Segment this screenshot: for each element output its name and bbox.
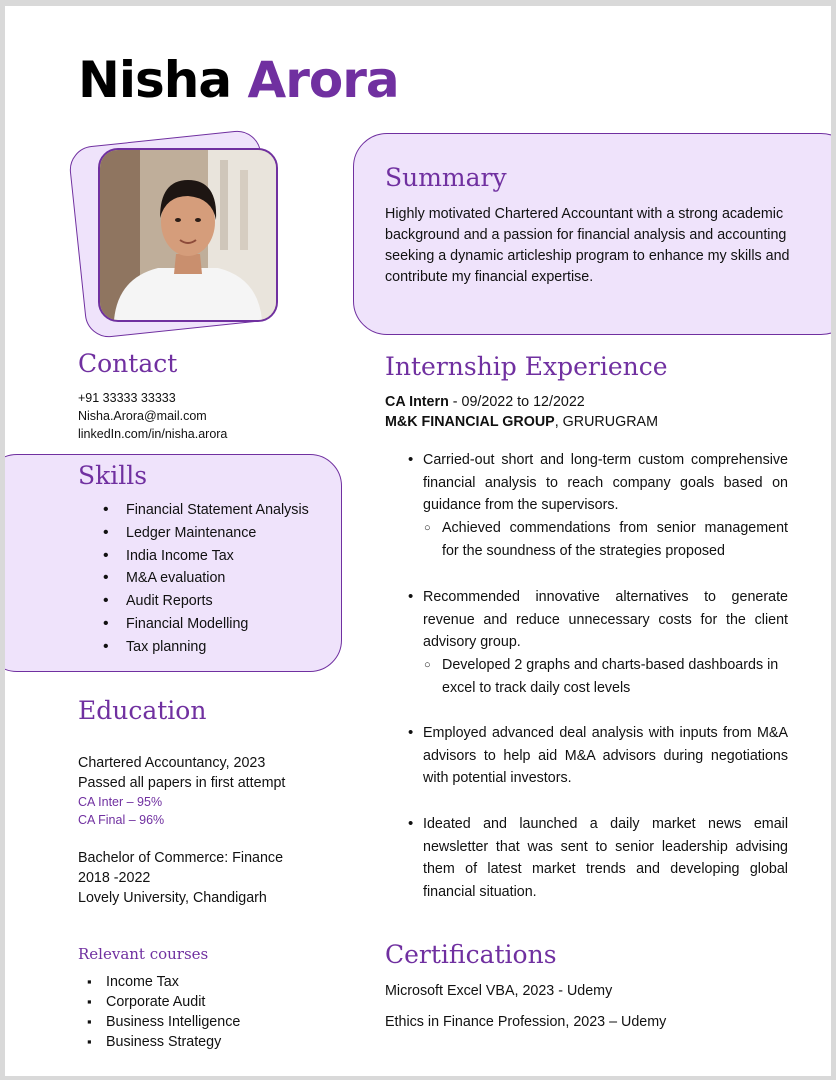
skill-item: • Audit Reports [103, 590, 309, 613]
experience-bullet: Ideated and launched a daily market news email newsletter that was sent to senior leadership advising them of latest market trends and developing global financial situation. [423, 816, 788, 901]
internship-heading: Internship Experience [385, 352, 668, 381]
contact-linkedin: linkedIn.com/in/nisha.arora [78, 427, 228, 441]
bcom-major: Finance [232, 850, 284, 866]
experience-sub-bullet: Achieved commendations from senior management for the soundness of the strategies proposed [442, 520, 788, 559]
skill-item: • Financial Modelling [103, 613, 309, 636]
skill-item: • Ledger Maintenance [103, 522, 309, 545]
resume-page [5, 6, 831, 1076]
skills-heading: Skills [78, 461, 148, 490]
candidate-name [78, 50, 399, 110]
university-line [78, 889, 267, 908]
course-item: ▪ Business Intelligence [87, 1012, 240, 1032]
profile-photo [98, 148, 278, 322]
intern-company: M&K FINANCIAL GROUP [385, 414, 555, 430]
experience-bullet: Carried-out short and long-term custom comprehensive financial analysis to reach company goals based on guidance from the supervisors. [423, 452, 788, 514]
ca-final-score: CA Final – 96% [78, 813, 165, 827]
ca-note: Passed all papers in first attempt [78, 775, 286, 791]
skill-item: • M&A evaluation [103, 567, 309, 590]
intern-role-line [385, 393, 585, 412]
courses-list [87, 972, 240, 1052]
intern-role: CA Intern [385, 394, 449, 410]
bcom-years: 2018 -2022 [78, 870, 151, 886]
intern-dates: - 09/2022 to 12/2022 [448, 394, 585, 410]
courses-heading: Relevant courses [78, 945, 209, 963]
bullet-dot: • [408, 451, 414, 468]
course-item: ▪ Corporate Audit [87, 992, 240, 1012]
ca-year: , 2023 [225, 755, 266, 771]
sub-bullet-circle: ○ [424, 522, 431, 534]
bullet-dot: • [408, 815, 414, 832]
ca-inter-score: CA Inter – 95% [78, 795, 163, 809]
contact-phone: +91 33333 33333 [78, 391, 176, 405]
contact-heading: Contact [78, 349, 178, 378]
bullet-dot: • [408, 588, 414, 605]
university-name: Lovely University [78, 890, 185, 906]
ca-title: Chartered Accountancy [78, 755, 226, 771]
experience-sub-bullet: Developed 2 graphs and charts-based dashboards in excel to track daily cost levels [442, 657, 779, 696]
university-city: , Chandigarh [185, 890, 267, 906]
ca-degree [78, 754, 265, 773]
summary-heading: Summary [385, 163, 507, 192]
experience-bullet: Employed advanced deal analysis with inputs from M&A advisors to help aid M&A advisors during negotiations with potential investors. [423, 725, 788, 787]
certifications-heading: Certifications [385, 940, 557, 969]
sub-bullet-circle: ○ [424, 659, 431, 671]
intern-company-line [385, 413, 658, 432]
education-heading: Education [78, 696, 207, 725]
summary-text: Highly motivated Chartered Accountant with a strong academic background and a passion for financial analysis and accounting seeking a dynamic articleship program to enhance my skills and contribute my financial expertise. [385, 206, 790, 285]
first-name: Nisha [78, 51, 232, 109]
last-name: Arora [247, 51, 399, 109]
course-item: ▪ Income Tax [87, 972, 240, 992]
skill-item: • India Income Tax [103, 545, 309, 568]
bcom-degree [78, 849, 283, 868]
skill-item: • Tax planning [103, 636, 309, 659]
course-item: ▪ Business Strategy [87, 1032, 240, 1052]
skill-item: • Financial Statement Analysis [103, 499, 309, 522]
experience-bullet: Recommended innovative alternatives to generate revenue and reduce unnecessary costs for the client advisory group. [423, 589, 788, 651]
certification-item: Microsoft Excel VBA, 2023 - Udemy [385, 983, 613, 999]
bcom-label: Bachelor of Commerce: [78, 850, 233, 866]
skills-list [103, 499, 309, 659]
contact-email: Nisha.Arora@mail.com [78, 409, 207, 423]
bullet-dot: • [408, 724, 414, 741]
intern-location: , GRURUGRAM [554, 414, 658, 430]
certification-item: Ethics in Finance Profession, 2023 – Udemy [385, 1014, 667, 1030]
